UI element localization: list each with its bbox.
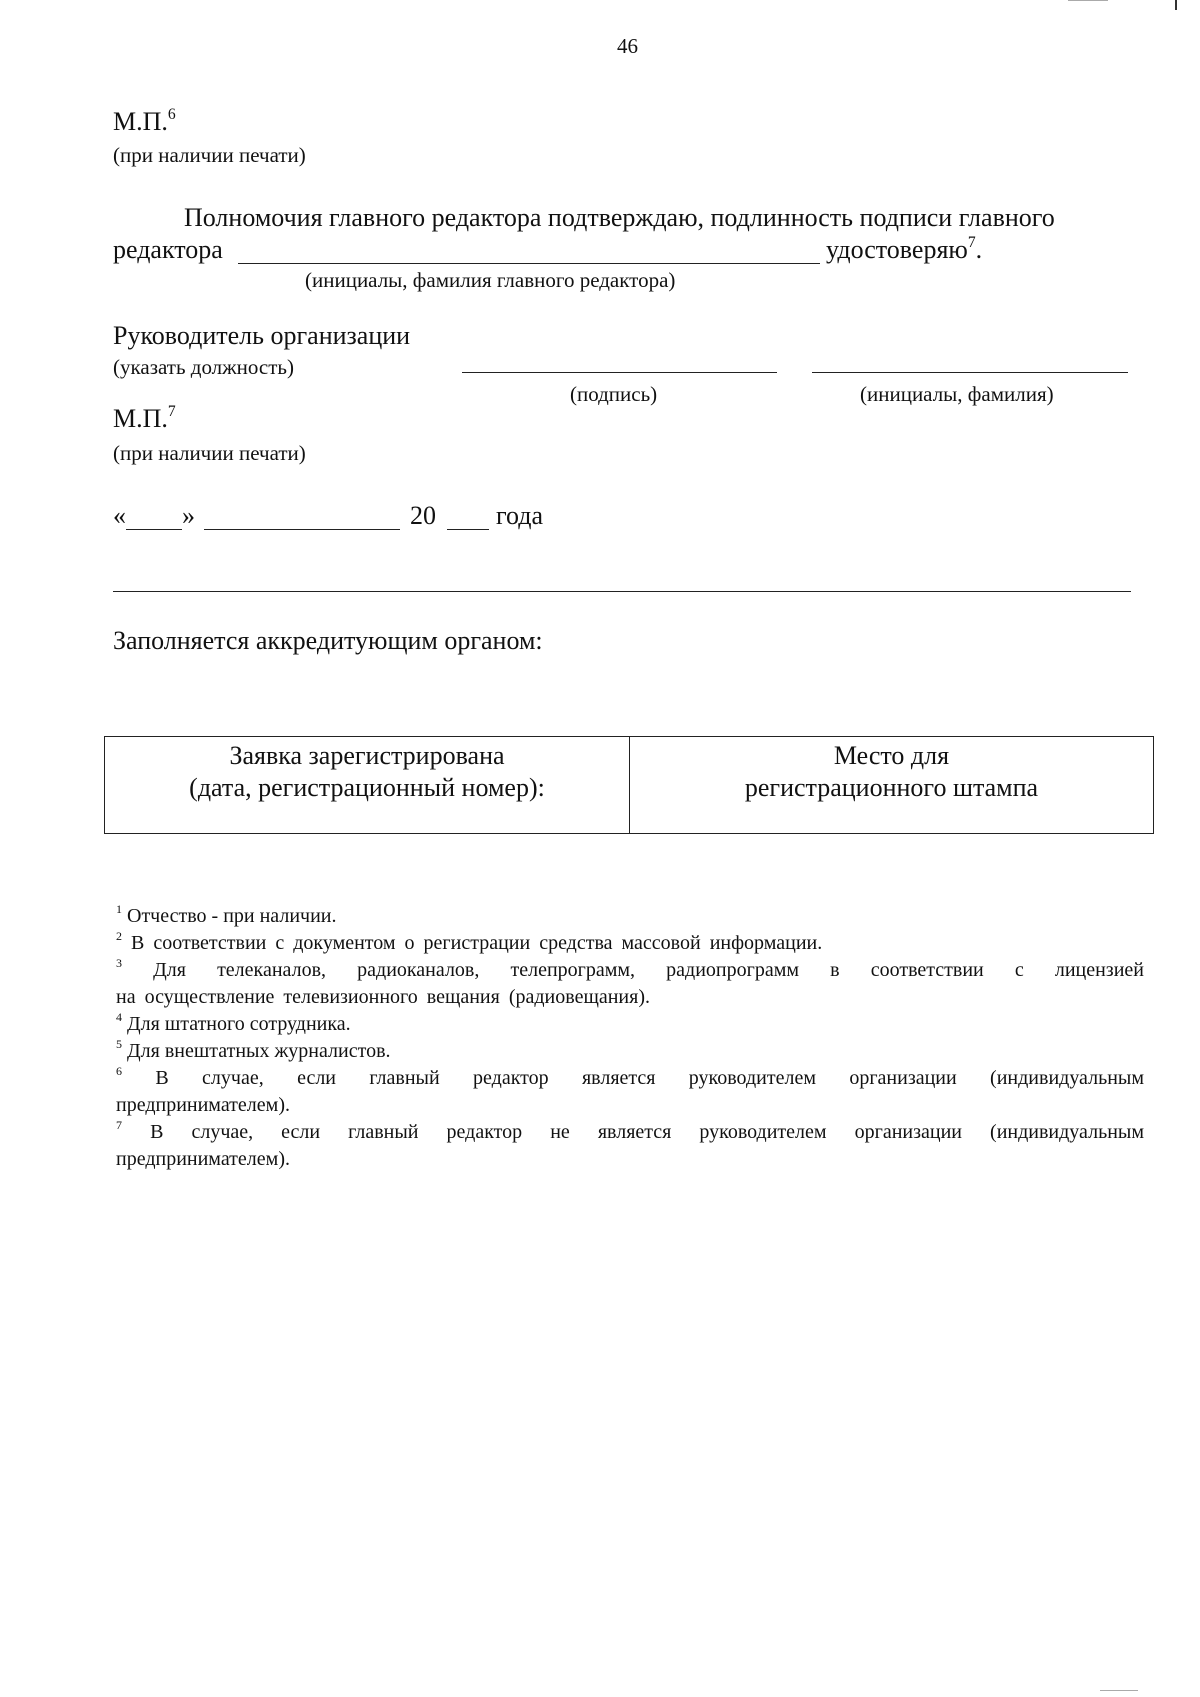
stamp-place-line-2: регистрационного штампа — [744, 773, 1039, 802]
footnote-text: Отчество - при наличии. — [127, 905, 337, 927]
registration-info-line-1: Заявка зарегистрирована — [229, 741, 505, 770]
footnote-number: 4 — [116, 1010, 122, 1025]
date-open-quote: « — [113, 501, 126, 530]
footnote-text: Для внештатных журналистов. — [127, 1040, 391, 1062]
scan-mark-bottom — [1100, 1690, 1138, 1691]
footnote-6-line-1 — [116, 1065, 1144, 1092]
footnote-number: 2 — [116, 929, 122, 944]
page-number: 46 — [617, 34, 638, 58]
signature-caption: (подпись) — [570, 382, 658, 406]
registration-info-line-2: (дата, регистрационный номер): — [189, 773, 545, 802]
editor-name-line[interactable] — [238, 263, 820, 264]
date-close-quote: » — [182, 501, 195, 530]
certification-line-2-prefix: редактора — [113, 235, 223, 264]
stamp-label-2 — [113, 404, 176, 434]
certification-line-2-suffix — [826, 235, 982, 265]
scan-mark-top — [1175, 0, 1177, 10]
registration-stamp-cell[interactable] — [630, 737, 1153, 833]
footnote-3-line-1 — [116, 957, 1144, 984]
footnote-number: 5 — [116, 1037, 122, 1052]
head-name-line[interactable] — [812, 372, 1128, 373]
footnote-number: 3 — [116, 956, 122, 971]
footnote-ref-7: 7 — [967, 233, 976, 251]
head-of-org-title: Руководитель организации — [113, 321, 411, 350]
footnote-text: В случае, если главный редактор не является руководителем организации (индивидуальным — [150, 1121, 1144, 1143]
registration-info-cell[interactable] — [105, 737, 630, 833]
registration-table — [104, 736, 1154, 834]
footnote-text: В соответствии с документом о регистрации средства массовой информации. — [131, 932, 823, 954]
editor-name-caption: (инициалы, фамилия главного редактора) — [305, 268, 676, 292]
footnote-text: Для телеканалов, радиоканалов, телепрограмм, радиопрограмм в соответствии с лицензией — [153, 959, 1144, 981]
stamp-label-1 — [113, 107, 176, 137]
footnote-number: 7 — [116, 1118, 122, 1133]
footnote-3-line-2: на осуществление телевизионного вещания (радиовещания). — [116, 986, 650, 1008]
certify-word: удостоверяю — [826, 235, 968, 264]
footnote-text: Для штатного сотрудника. — [127, 1013, 351, 1035]
date-day-field[interactable] — [126, 529, 182, 530]
footnote-5 — [116, 1038, 1144, 1065]
footnote-text: В случае, если главный редактор является руководителем организации (индивидуальным — [155, 1067, 1145, 1089]
footnote-7-line-2: предпринимателем). — [116, 1148, 290, 1170]
date-month-field[interactable] — [204, 529, 400, 530]
footnote-2 — [116, 930, 1144, 957]
scan-mark-top-left — [1068, 0, 1108, 1]
date-year-suffix: года — [496, 501, 544, 530]
footnote-6-line-2: предпринимателем). — [116, 1094, 290, 1116]
stamp-label-text: М.П. — [113, 404, 168, 433]
filled-by-label: Заполняется аккредитующим органом: — [113, 626, 543, 655]
certify-end: . — [975, 235, 983, 264]
footnote-7-line-1 — [116, 1119, 1144, 1146]
footnote-number: 6 — [116, 1064, 122, 1079]
stamp-caption-1: (при наличии печати) — [113, 143, 306, 167]
footnote-4 — [116, 1011, 1144, 1038]
certification-line-1: Полномочия главного редактора подтверждаю, подлинность подписи главного — [184, 203, 1055, 232]
footnote-1 — [116, 903, 1144, 930]
section-separator — [113, 591, 1131, 592]
stamp-place-line-1: Место для — [833, 741, 950, 770]
head-name-caption: (инициалы, фамилия) — [860, 382, 1054, 406]
signature-line[interactable] — [462, 372, 777, 373]
stamp-caption-2: (при наличии печати) — [113, 441, 306, 465]
footnote-ref-7: 7 — [167, 402, 176, 420]
stamp-label-text: М.П. — [113, 107, 168, 136]
footnote-ref-6: 6 — [167, 105, 176, 123]
footnote-number: 1 — [116, 902, 122, 917]
date-year-field[interactable] — [447, 529, 489, 530]
head-of-org-title-caption: (указать должность) — [113, 355, 295, 379]
date-year-prefix: 20 — [410, 501, 436, 530]
